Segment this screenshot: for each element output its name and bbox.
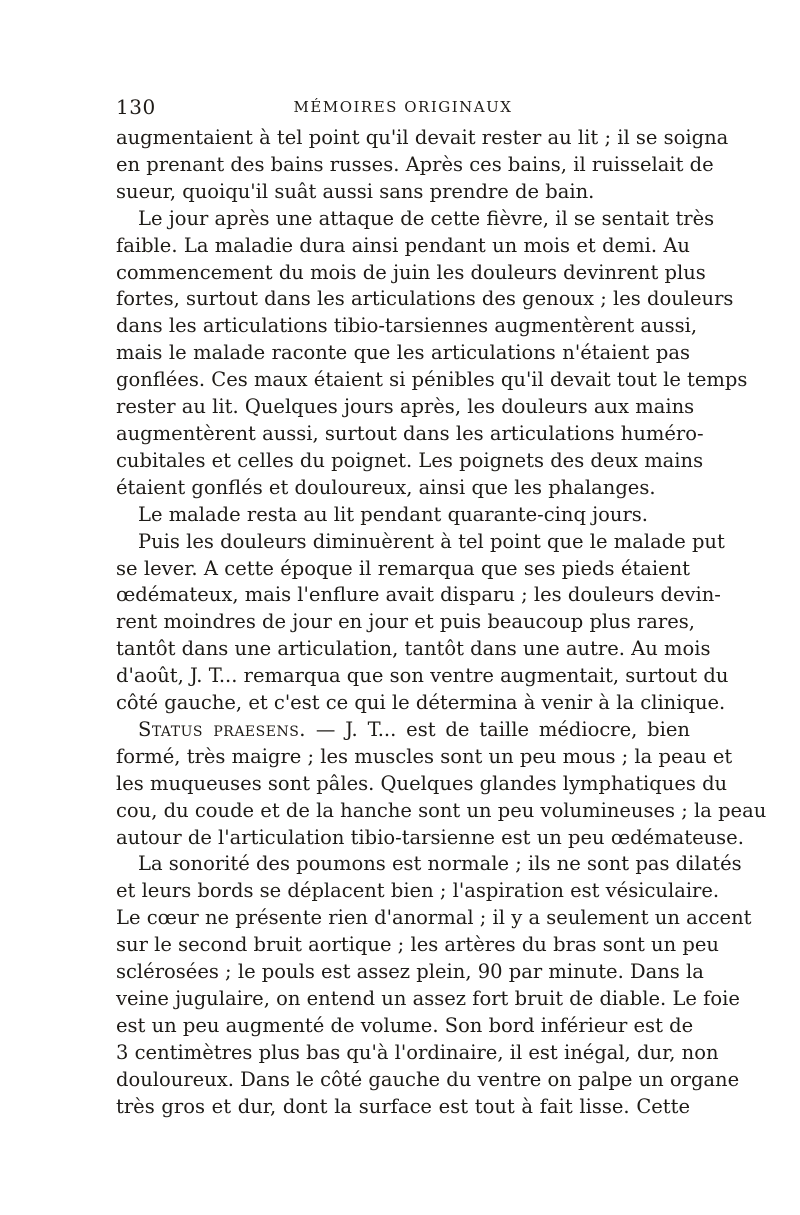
text-line: augmentaient à tel point qu'il devait rester au lit ; il se soigna [116, 126, 729, 149]
text-line: sur le second bruit aortique ; les artères du bras sont un peu [116, 933, 719, 957]
page-number: 130 [116, 95, 156, 119]
text-line: et leurs bords se déplacent bien ; l'aspiration est vésiculaire. [116, 879, 720, 903]
text-line: Le jour après une attaque de cette fièvre, il se sentait très [138, 206, 715, 230]
text-line: côté gauche, et c'est ce qui le détermina à venir à la clinique. [116, 691, 726, 715]
text-line: les muqueuses sont pâles. Quelques glandes lymphatiques du [116, 771, 728, 795]
text-line: dans les articulations tibio-tarsiennes augmentèrent aussi, [116, 314, 698, 338]
text-line: sueur, quoiqu'il suât aussi sans prendre de bain. [116, 179, 595, 203]
body-text [116, 125, 767, 1121]
text-line: La sonorité des poumons est normale ; ils ne sont pas dilatés [138, 852, 742, 876]
text-line: Le cœur ne présente rien d'anormal ; il y a seulement un accent [116, 906, 752, 930]
text-line: Puis les douleurs diminuèrent à tel point que le malade put [138, 529, 725, 553]
text-line: gonflées. Ces maux étaient si pénibles qu'il devait tout le temps [116, 368, 748, 392]
text-line: Le malade resta au lit pendant quarante-cinq jours. [138, 502, 648, 526]
text-line: veine jugulaire, on entend un assez fort bruit de diable. Le foie [116, 987, 740, 1010]
text-line: 3 centimètres plus bas qu'à l'ordinaire, il est inégal, dur, non [116, 1040, 719, 1064]
text-line: œdémateux, mais l'enflure avait disparu ; les douleurs devin- [116, 583, 721, 607]
text-line: faible. La maladie dura ainsi pendant un mois et demi. Au [116, 233, 690, 257]
running-title: MÉMOIRES ORIGINAUX [293, 98, 513, 116]
text-line: — J. T... est de taille médiocre, bien [315, 717, 690, 741]
text-line: cou, du coude et de la hanche sont un peu volumineuses ; la peau [116, 798, 767, 822]
text-line: formé, très maigre ; les muscles sont un peu mous ; la peau et [116, 744, 733, 768]
page-header [116, 90, 690, 120]
text-line: se lever. A cette époque il remarqua que ses pieds étaient [116, 556, 690, 580]
text-line: est un peu augmenté de volume. Son bord inférieur est de [116, 1013, 694, 1037]
text-line: d'août, J. T... remarqua que son ventre augmentait, surtout du [116, 664, 729, 688]
text-line: très gros et dur, dont la surface est tout à fait lisse. Cette [116, 1094, 690, 1118]
text-line: en prenant des bains russes. Après ces bains, il ruisselait de [116, 152, 714, 176]
text-line: commencement du mois de juin les douleurs devinrent plus [116, 260, 706, 284]
text-line: augmentèrent aussi, surtout dans les articulations huméro- [116, 421, 704, 445]
text-line: rent moindres de jour en jour et puis beaucoup plus rares, [116, 610, 695, 634]
text-line: étaient gonflés et douloureux, ainsi que les phalanges. [116, 475, 656, 499]
text-line: mais le malade raconte que les articulations n'étaient pas [116, 341, 690, 365]
text-line: douloureux. Dans le côté gauche du ventre on palpe un organe [116, 1067, 740, 1091]
text-line: rester au lit. Quelques jours après, les douleurs aux mains [116, 395, 695, 419]
status-line [116, 717, 690, 744]
text-line: sclérosées ; le pouls est assez plein, 90 par minute. Dans la [116, 960, 704, 984]
text-line: fortes, surtout dans les articulations des genoux ; les douleurs [116, 287, 734, 311]
status-label: Status praesens. [138, 717, 306, 741]
text-line: autour de l'articulation tibio-tarsienne est un peu œdémateuse. [116, 825, 744, 849]
text-line: cubitales et celles du poignet. Les poignets des deux mains [116, 448, 704, 472]
text-line: tantôt dans une articulation, tantôt dans une autre. Au mois [116, 637, 711, 661]
